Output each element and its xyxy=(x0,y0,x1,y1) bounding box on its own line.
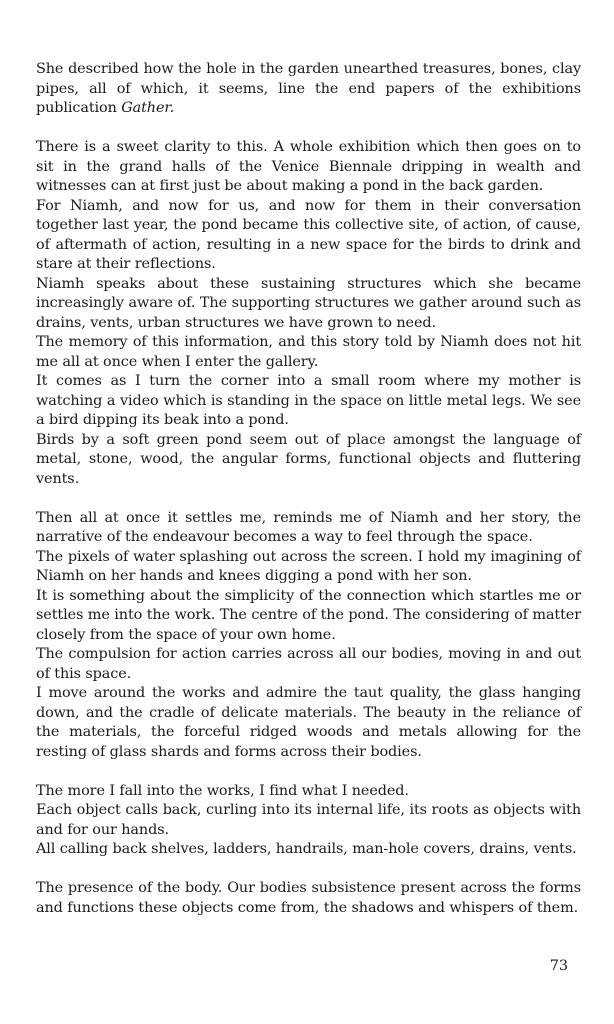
paragraph xyxy=(36,840,581,860)
paragraph xyxy=(36,333,581,372)
paragraph xyxy=(36,138,581,197)
paragraph-text: The presence of the body. Our bodies subsistence present across the forms and functions these objects come from, the shadows and whispers of them. xyxy=(36,880,581,916)
paragraph-text: The compulsion for action carries across all our bodies, moving in and out of this space. xyxy=(36,646,581,682)
publication-title: Gather. xyxy=(121,100,175,116)
paragraph-text: Niamh speaks about these sustaining structures which she became increasingly aware of. The supporting structures we gather around such as drains, vents, urban structures we have grown to need. xyxy=(36,275,581,331)
paragraph xyxy=(36,275,581,334)
paragraph xyxy=(36,782,581,802)
paragraph xyxy=(36,509,581,548)
paragraph xyxy=(36,548,581,587)
paragraph-text: I move around the works and admire the taut quality, the glass hanging down, and the cradle of delicate materials. The beauty in the reliance of the materials, the forceful ridged woods and metals allowing for the resting of glass shards and forms across their bodies. xyxy=(36,685,581,760)
paragraph xyxy=(36,879,581,918)
paragraph-text: The more I fall into the works, I find what I needed. xyxy=(36,782,409,799)
body-text xyxy=(36,60,581,918)
paragraph-gap xyxy=(36,860,581,880)
paragraph-text: Then all at once it settles me, reminds me of Niamh and her story, the narrative of the endeavour becomes a way to feel through the space. xyxy=(36,509,581,545)
paragraph xyxy=(36,431,581,490)
paragraph-text: It is something about the simplicity of the connection which startles me or settles me into the work. The centre of the pond. The considering of matter closely from the space of your own home. xyxy=(36,587,581,643)
paragraph xyxy=(36,372,581,431)
paragraph-text: Each object calls back, curling into its internal life, its roots as objects with and for our hands. xyxy=(36,802,581,838)
paragraph xyxy=(36,645,581,684)
paragraph xyxy=(36,197,581,275)
paragraph-gap xyxy=(36,762,581,782)
paragraph-text: She described how the hole in the garden unearthed treasures, bones, clay pipes, all of which, it seems, line the end papers of the exhibitions publication xyxy=(36,61,581,116)
paragraph-text: For Niamh, and now for us, and now for them in their conversation together last year, the pond became this collective site, of action, of cause, of aftermath of action, resulting in a new space for the birds to drink and stare at their reflections. xyxy=(36,197,581,272)
paragraph xyxy=(36,801,581,840)
paragraph-gap xyxy=(36,489,581,509)
paragraph-text: It comes as I turn the corner into a small room where my mother is watching a video which is standing in the space on little metal legs. We see a bird dipping its beak into a pond. xyxy=(36,373,581,428)
paragraph xyxy=(36,587,581,646)
paragraph xyxy=(36,684,581,762)
paragraph-text: The memory of this information, and this story told by Niamh does not hit me all at once when I enter the gallery. xyxy=(36,334,581,370)
paragraph-gap xyxy=(36,119,581,139)
paragraph-text: All calling back shelves, ladders, handrails, man-hole covers, drains, vents. xyxy=(36,841,577,857)
paragraph-text: There is a sweet clarity to this. A whole exhibition which then goes on to sit in the grand halls of the Venice Biennale dripping in wealth and witnesses can at first just be about making a pond in the back garden. xyxy=(36,139,581,194)
paragraph xyxy=(36,60,581,119)
paragraph-text: Birds by a soft green pond seem out of place amongst the language of metal, stone, wood, the angular forms, functional objects and fluttering vents. xyxy=(36,431,581,487)
paragraph-text: The pixels of water splashing out across the screen. I hold my imagining of Niamh on her hands and knees digging a pond with her son. xyxy=(36,548,581,584)
page-number: 73 xyxy=(549,958,568,974)
